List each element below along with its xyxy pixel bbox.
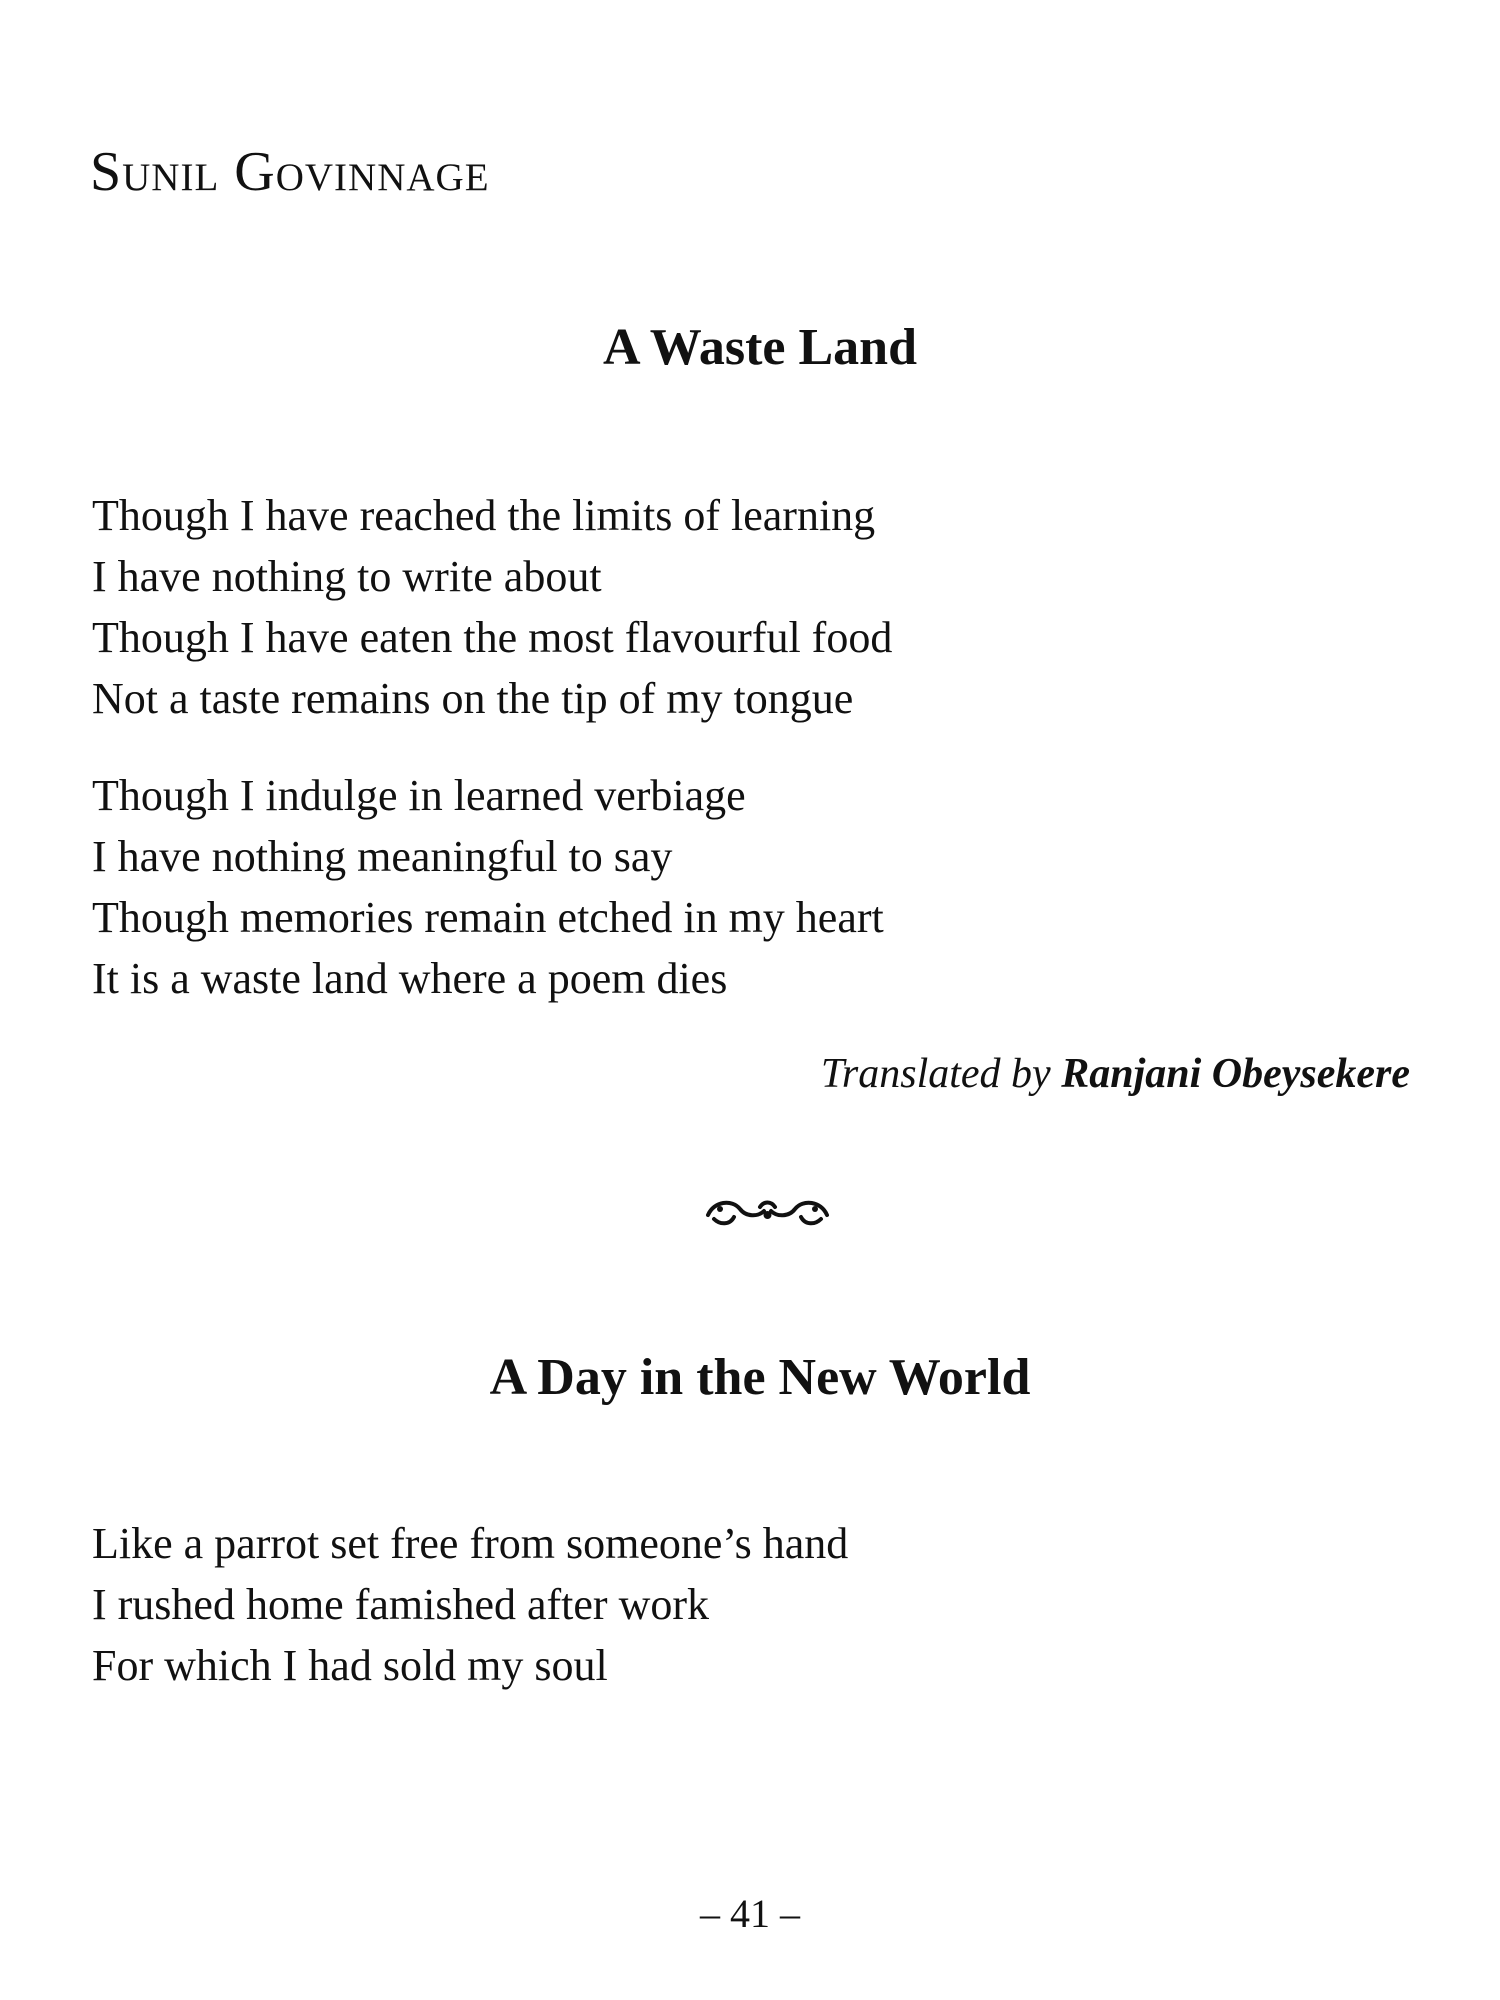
poem-line: Though memories remain etched in my heart <box>92 893 884 942</box>
poem-line: I rushed home famished after work <box>92 1580 710 1629</box>
stanza <box>92 485 892 729</box>
stanza <box>92 1513 848 1696</box>
stanza <box>92 765 884 1009</box>
poem-line: I have nothing to write about <box>92 552 602 601</box>
poem-line: For which I had sold my soul <box>92 1641 608 1690</box>
poem-line: It is a waste land where a poem dies <box>92 954 728 1003</box>
translator-name: Ranjani Obeysekere <box>1061 1051 1410 1097</box>
scroll-flourish-icon <box>700 1185 835 1235</box>
poem-line: Like a parrot set free from someone’s hand <box>92 1519 849 1568</box>
poem-title: A Waste Land <box>602 319 918 376</box>
poem-line: Though I indulge in learned verbiage <box>92 771 746 820</box>
credit-prefix: Translated by <box>820 1051 1051 1097</box>
poem-line: Though I have reached the limits of learning <box>92 491 876 540</box>
author-name: Sunil Govinnage <box>90 141 490 203</box>
poem-title: A Day in the New World <box>489 1349 1031 1406</box>
translator-credit <box>821 1050 1410 1098</box>
page-number: – 41 – <box>700 1891 800 1936</box>
poem-line: Not a taste remains on the tip of my tongue <box>92 674 854 723</box>
poem-line: I have nothing meaningful to say <box>92 832 673 881</box>
poem-line: Though I have eaten the most flavourful food <box>92 613 893 662</box>
